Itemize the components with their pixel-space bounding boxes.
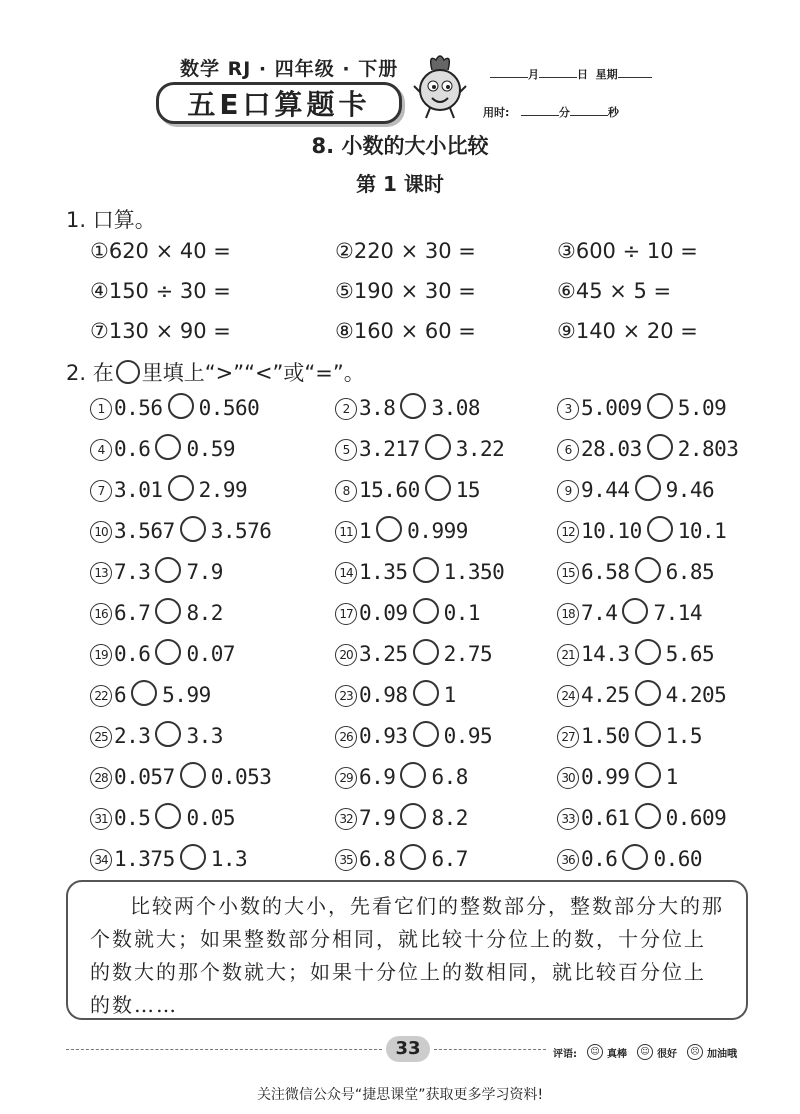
rating-1: 真棒 bbox=[607, 1048, 627, 1060]
left-value: 0.98 bbox=[359, 683, 408, 707]
right-value: 0.053 bbox=[210, 765, 272, 789]
answer-circle[interactable] bbox=[635, 803, 661, 829]
compare-item bbox=[335, 393, 557, 420]
item-number: 12 bbox=[557, 521, 579, 543]
section2-heading-pre: 2. 在 bbox=[66, 361, 114, 385]
item-number: 5 bbox=[335, 439, 357, 461]
answer-circle[interactable] bbox=[622, 598, 648, 624]
compare-item bbox=[335, 598, 557, 625]
left-value: 4.25 bbox=[581, 683, 630, 707]
compare-item bbox=[557, 844, 770, 871]
item-number: 9 bbox=[557, 480, 579, 502]
left-value: 0.99 bbox=[581, 765, 630, 789]
compare-item bbox=[90, 516, 335, 543]
left-value: 0.6 bbox=[114, 642, 151, 666]
item-number: ① bbox=[90, 239, 109, 263]
compare-item bbox=[90, 475, 335, 502]
left-value: 7.3 bbox=[114, 560, 151, 584]
answer-circle[interactable] bbox=[131, 680, 157, 706]
left-value: 7.9 bbox=[359, 806, 396, 830]
weekday-label: 星期 bbox=[595, 68, 618, 81]
compare-item bbox=[557, 393, 770, 420]
answer-circle[interactable] bbox=[647, 434, 673, 460]
left-value: 10.10 bbox=[581, 519, 642, 543]
item-number: 27 bbox=[557, 726, 579, 748]
right-value: 8.2 bbox=[431, 806, 468, 830]
answer-circle[interactable] bbox=[635, 475, 661, 501]
left-value: 6.9 bbox=[359, 765, 396, 789]
right-value: 1.5 bbox=[665, 724, 703, 748]
item-number: 15 bbox=[557, 562, 579, 584]
item-number: 10 bbox=[90, 521, 112, 543]
left-value: 0.09 bbox=[359, 601, 408, 625]
right-value: 0.59 bbox=[186, 437, 236, 461]
left-value: 6.8 bbox=[359, 847, 396, 871]
left-value: 1.375 bbox=[114, 847, 175, 871]
right-value: 1.3 bbox=[210, 847, 248, 871]
left-value: 3.8 bbox=[359, 396, 396, 420]
day-blank[interactable] bbox=[539, 67, 577, 78]
big-smile-icon[interactable]: ☺ bbox=[587, 1044, 603, 1060]
item-number: 23 bbox=[335, 685, 357, 707]
item-number: 35 bbox=[335, 849, 357, 871]
cheer-icon[interactable]: ☹ bbox=[687, 1044, 703, 1060]
right-value: 0.609 bbox=[665, 806, 727, 830]
right-value: 3.576 bbox=[210, 519, 272, 543]
item-number: 4 bbox=[90, 439, 112, 461]
compare-item bbox=[335, 639, 557, 666]
right-value: 2.99 bbox=[198, 478, 248, 502]
compare-grid bbox=[90, 393, 770, 871]
answer-circle[interactable] bbox=[180, 516, 206, 542]
item-number: ⑧ bbox=[335, 319, 354, 343]
item-number: 21 bbox=[557, 644, 579, 666]
right-value: 3.08 bbox=[431, 396, 481, 420]
section1-heading: 1. 口算。 bbox=[66, 208, 156, 232]
item-expression: 160 × 60 = bbox=[353, 319, 476, 343]
second-label: 秒 bbox=[607, 106, 619, 119]
left-value: 3.567 bbox=[114, 519, 175, 543]
item-expression: 190 × 30 = bbox=[353, 279, 476, 303]
item-number: 26 bbox=[335, 726, 357, 748]
right-value: 1.350 bbox=[443, 560, 505, 584]
item-expression: 600 ÷ 10 = bbox=[575, 239, 698, 263]
answer-circle[interactable] bbox=[413, 598, 439, 624]
compare-item bbox=[90, 639, 335, 666]
answer-circle[interactable] bbox=[155, 803, 181, 829]
bottom-note: 关注微信公众号“捷思课堂”获取更多学习资料! bbox=[256, 1087, 544, 1103]
item-expression: 620 × 40 = bbox=[108, 239, 231, 263]
answer-circle[interactable] bbox=[635, 762, 661, 788]
left-value: 6.58 bbox=[581, 560, 630, 584]
answer-circle[interactable] bbox=[180, 844, 206, 870]
answer-circle[interactable] bbox=[635, 721, 661, 747]
minute-blank[interactable] bbox=[521, 105, 559, 116]
answer-circle[interactable] bbox=[376, 516, 402, 542]
item-number: 11 bbox=[335, 521, 357, 543]
left-value: 28.03 bbox=[581, 437, 642, 461]
item-expression: 130 × 90 = bbox=[108, 319, 231, 343]
compare-item bbox=[557, 557, 770, 584]
item-number: 19 bbox=[90, 644, 112, 666]
compare-item bbox=[335, 762, 557, 789]
compare-item bbox=[557, 475, 770, 502]
answer-circle[interactable] bbox=[155, 598, 181, 624]
answer-circle[interactable] bbox=[400, 803, 426, 829]
compare-item bbox=[90, 844, 335, 871]
mental-math-item bbox=[557, 239, 770, 264]
compare-item bbox=[90, 680, 335, 707]
month-label: 月 bbox=[528, 68, 539, 81]
compare-item bbox=[557, 516, 770, 543]
item-number: 30 bbox=[557, 767, 579, 789]
item-number: 18 bbox=[557, 603, 579, 625]
left-value: 1 bbox=[359, 519, 372, 543]
item-number: 28 bbox=[90, 767, 112, 789]
right-value: 3.22 bbox=[455, 437, 505, 461]
answer-circle[interactable] bbox=[647, 516, 673, 542]
answer-circle[interactable] bbox=[413, 557, 439, 583]
compare-item bbox=[557, 680, 770, 707]
mental-math-item bbox=[557, 279, 770, 304]
item-number: ⑤ bbox=[335, 279, 354, 303]
item-number: 32 bbox=[335, 808, 357, 830]
right-value: 0.560 bbox=[198, 396, 260, 420]
month-blank[interactable] bbox=[490, 67, 528, 78]
left-value: 15.60 bbox=[359, 478, 420, 502]
time-line bbox=[483, 104, 619, 120]
item-number: ⑨ bbox=[557, 319, 576, 343]
item-number: 6 bbox=[557, 439, 579, 461]
item-number: ④ bbox=[90, 279, 109, 303]
circle-icon bbox=[116, 360, 140, 384]
item-expression: 140 × 20 = bbox=[575, 319, 698, 343]
answer-circle[interactable] bbox=[400, 762, 426, 788]
mascot-icon bbox=[410, 52, 470, 122]
answer-circle[interactable] bbox=[400, 393, 426, 419]
item-number: 24 bbox=[557, 685, 579, 707]
left-value: 7.4 bbox=[581, 601, 618, 625]
item-expression: 220 × 30 = bbox=[353, 239, 476, 263]
page-number: 33 bbox=[386, 1036, 430, 1062]
compare-item bbox=[90, 762, 335, 789]
mental-math-item bbox=[557, 319, 770, 344]
answer-circle[interactable] bbox=[155, 639, 181, 665]
item-number: ⑦ bbox=[90, 319, 109, 343]
series-label: 数学 RJ · 四年级 · 下册 bbox=[180, 58, 399, 80]
right-value: 7.14 bbox=[653, 601, 703, 625]
right-value: 5.65 bbox=[665, 642, 715, 666]
left-value: 0.057 bbox=[114, 765, 175, 789]
item-number: 17 bbox=[335, 603, 357, 625]
compare-item bbox=[90, 557, 335, 584]
item-number: 14 bbox=[335, 562, 357, 584]
answer-circle[interactable] bbox=[413, 639, 439, 665]
footer-divider-right bbox=[434, 1049, 546, 1050]
right-value: 5.09 bbox=[677, 396, 727, 420]
right-value: 0.999 bbox=[407, 519, 468, 543]
footer-divider-left bbox=[66, 1049, 382, 1050]
right-value: 4.205 bbox=[665, 683, 727, 707]
compare-item bbox=[90, 393, 335, 420]
answer-circle[interactable] bbox=[635, 639, 661, 665]
right-value: 7.9 bbox=[186, 560, 223, 584]
banner-title: 五E口算题卡 bbox=[156, 82, 402, 124]
answer-circle[interactable] bbox=[168, 393, 194, 419]
weekday-blank[interactable] bbox=[618, 67, 652, 78]
right-value: 9.46 bbox=[665, 478, 715, 502]
answer-circle[interactable] bbox=[155, 434, 181, 460]
time-label: 用时: bbox=[483, 106, 510, 119]
right-value: 0.05 bbox=[186, 806, 236, 830]
answer-circle[interactable] bbox=[413, 721, 439, 747]
left-value: 6.7 bbox=[114, 601, 151, 625]
lesson-subtitle: 第 1 课时 bbox=[356, 172, 444, 196]
mental-math-item bbox=[90, 239, 335, 264]
compare-item bbox=[90, 803, 335, 830]
right-value: 0.07 bbox=[186, 642, 236, 666]
right-value: 6.85 bbox=[665, 560, 715, 584]
left-value: 0.93 bbox=[359, 724, 408, 748]
right-value: 1 bbox=[665, 765, 678, 789]
compare-item bbox=[90, 721, 335, 748]
right-value: 2.75 bbox=[443, 642, 493, 666]
minute-label: 分 bbox=[558, 106, 570, 119]
mental-math-item bbox=[90, 279, 335, 304]
compare-item bbox=[557, 762, 770, 789]
left-value: 0.61 bbox=[581, 806, 630, 830]
compare-item bbox=[335, 803, 557, 830]
compare-item bbox=[335, 516, 557, 543]
mental-math-grid bbox=[90, 239, 770, 344]
item-number: 7 bbox=[90, 480, 112, 502]
item-number: 34 bbox=[90, 849, 112, 871]
left-value: 1.35 bbox=[359, 560, 408, 584]
right-value: 6.7 bbox=[431, 847, 468, 871]
right-value: 0.60 bbox=[653, 847, 703, 871]
rating-bar bbox=[553, 1044, 737, 1060]
answer-circle[interactable] bbox=[400, 844, 426, 870]
compare-item bbox=[335, 475, 557, 502]
left-value: 0.56 bbox=[114, 396, 163, 420]
item-number: 33 bbox=[557, 808, 579, 830]
left-value: 2.3 bbox=[114, 724, 151, 748]
left-value: 14.3 bbox=[581, 642, 630, 666]
right-value: 5.99 bbox=[162, 683, 211, 707]
left-value: 3.25 bbox=[359, 642, 408, 666]
left-value: 3.217 bbox=[359, 437, 420, 461]
compare-item bbox=[335, 680, 557, 707]
compare-item bbox=[335, 721, 557, 748]
mental-math-item bbox=[335, 319, 557, 344]
compare-item bbox=[335, 434, 557, 461]
tip-box: 比较两个小数的大小，先看它们的整数部分，整数部分大的那个数就大；如果整数部分相同，就比较十分位上的数，十分位上的数大的那个数就大；如果十分位上的数相同，就比较百分位上的数…… bbox=[66, 880, 748, 1020]
compare-item bbox=[335, 844, 557, 871]
right-value: 6.8 bbox=[431, 765, 468, 789]
lesson-title: 8. 小数的大小比较 bbox=[311, 134, 489, 158]
answer-circle[interactable] bbox=[425, 434, 451, 460]
item-number: 8 bbox=[335, 480, 357, 502]
answer-circle[interactable] bbox=[168, 475, 194, 501]
item-number: 16 bbox=[90, 603, 112, 625]
section2-heading-post: 里填上“>”“<”或“=”。 bbox=[141, 361, 365, 385]
left-value: 0.6 bbox=[581, 847, 618, 871]
smile-icon[interactable]: ☺ bbox=[637, 1044, 653, 1060]
item-expression: 45 × 5 = bbox=[575, 279, 672, 303]
rating-3: 加油哦 bbox=[707, 1048, 737, 1060]
second-blank[interactable] bbox=[570, 105, 608, 116]
left-value: 5.009 bbox=[581, 396, 642, 420]
item-number: 29 bbox=[335, 767, 357, 789]
date-line bbox=[490, 66, 652, 82]
item-number: ⑥ bbox=[557, 279, 576, 303]
right-value: 3.3 bbox=[186, 724, 223, 748]
left-value: 6 bbox=[114, 683, 127, 707]
right-value: 2.803 bbox=[677, 437, 739, 461]
right-value: 0.95 bbox=[443, 724, 493, 748]
right-value: 10.1 bbox=[677, 519, 727, 543]
answer-circle[interactable] bbox=[425, 475, 451, 501]
compare-item bbox=[557, 639, 770, 666]
compare-item bbox=[557, 721, 770, 748]
item-number: 31 bbox=[90, 808, 112, 830]
compare-item bbox=[557, 434, 770, 461]
answer-circle[interactable] bbox=[180, 762, 206, 788]
left-value: 1.50 bbox=[581, 724, 630, 748]
item-expression: 150 ÷ 30 = bbox=[108, 279, 231, 303]
item-number: 20 bbox=[335, 644, 357, 666]
compare-item bbox=[335, 557, 557, 584]
item-number: ② bbox=[335, 239, 354, 263]
rating-2: 很好 bbox=[657, 1048, 677, 1060]
answer-circle[interactable] bbox=[413, 680, 439, 706]
compare-item bbox=[557, 803, 770, 830]
rating-label: 评语: bbox=[553, 1048, 577, 1060]
answer-circle[interactable] bbox=[647, 393, 673, 419]
left-value: 9.44 bbox=[581, 478, 630, 502]
left-value: 0.5 bbox=[114, 806, 151, 830]
answer-circle[interactable] bbox=[155, 557, 181, 583]
compare-item bbox=[557, 598, 770, 625]
right-value: 1 bbox=[443, 683, 456, 707]
item-number: 3 bbox=[557, 398, 579, 420]
mental-math-item bbox=[90, 319, 335, 344]
day-label: 日 bbox=[577, 68, 588, 81]
section2-heading bbox=[66, 357, 365, 387]
answer-circle[interactable] bbox=[635, 680, 661, 706]
compare-item bbox=[90, 434, 335, 461]
item-number: 25 bbox=[90, 726, 112, 748]
item-number: 1 bbox=[90, 398, 112, 420]
mental-math-item bbox=[335, 239, 557, 264]
item-number: 22 bbox=[90, 685, 112, 707]
item-number: 2 bbox=[335, 398, 357, 420]
answer-circle[interactable] bbox=[155, 721, 181, 747]
left-value: 3.01 bbox=[114, 478, 163, 502]
right-value: 0.1 bbox=[443, 601, 481, 625]
compare-item bbox=[90, 598, 335, 625]
item-number: ③ bbox=[557, 239, 576, 263]
item-number: 36 bbox=[557, 849, 579, 871]
answer-circle[interactable] bbox=[635, 557, 661, 583]
mental-math-item bbox=[335, 279, 557, 304]
answer-circle[interactable] bbox=[622, 844, 648, 870]
right-value: 15 bbox=[455, 478, 481, 502]
left-value: 0.6 bbox=[114, 437, 151, 461]
item-number: 13 bbox=[90, 562, 112, 584]
right-value: 8.2 bbox=[186, 601, 223, 625]
